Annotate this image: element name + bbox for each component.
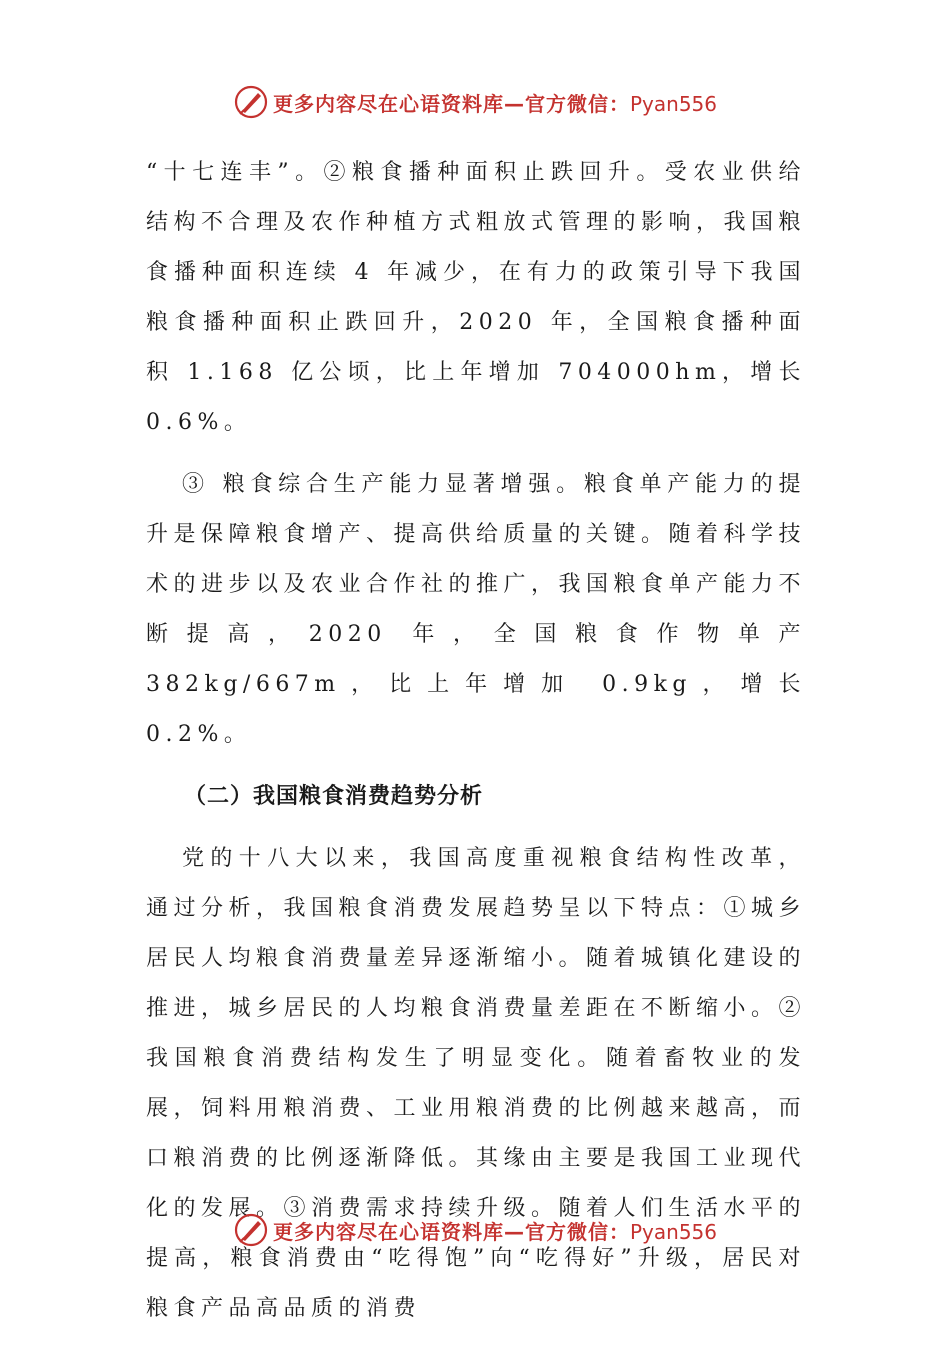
paragraph-consumption-trend: 党的十八大以来，我国高度重视粮食结构性改革，通过分析，我国粮食消费发展趋势呈以下特点：①城乡居民人均粮食消费量差异逐渐缩小。随着城镇化建设的推进，城乡居民的人均粮食消费量差距在不断缩小。②我国粮食消费结构发生了明显变化。随着畜牧业的发展，饲料用粮消费、工业用粮消费的比例越来越高，而口粮消费的比例逐渐降低。其缘由主要是我国工业现代化的发展。③消费需求持续升级。随着人们生活水平的提高，粮食消费由“吃得饱”向“吃得好”升级，居民对粮食产品高品质的消费 xyxy=(146,846,807,1321)
paragraph-production-capacity: ③ 粮食综合生产能力显著增强。粮食单产能力的提升是保障粮食增产、提高供给质量的关键。随着科学技术的进步以及农业合作社的推广，我国粮食单产能力不断提高，2020 年，全国粮食作物单产 382kg/667m，比上年增加 0.9kg，增长 0.2%。 xyxy=(146,472,807,747)
banner-label: 更多内容尽在心语资料库—官方微信： xyxy=(272,91,630,116)
wechat-id: Pyan556 xyxy=(629,91,717,116)
section-heading: （二）我国粮食消费趋势分析 xyxy=(184,784,484,809)
banner-label: 更多内容尽在心语资料库—官方微信： xyxy=(272,1219,630,1244)
quill-logo-icon xyxy=(233,1212,269,1248)
header-watermark-banner xyxy=(0,80,950,124)
document-body xyxy=(146,148,806,1346)
quill-logo-icon xyxy=(233,84,269,120)
paragraph-grain-area: “十七连丰”。②粮食播种面积止跌回升。受农业供给结构不合理及农作种植方式粗放式管理的影响，我国粮食播种面积连续 4 年减少，在有力的政策引导下我国粮食播种面积止跌回升，2020 年，全国粮食播种面积 1.168 亿公顷，比上年增加 704000hm，增长 0.6%。 xyxy=(146,160,807,435)
banner-text xyxy=(273,1216,717,1245)
footer-watermark-banner xyxy=(0,1208,950,1252)
banner-text xyxy=(273,88,717,117)
wechat-id: Pyan556 xyxy=(629,1219,717,1244)
